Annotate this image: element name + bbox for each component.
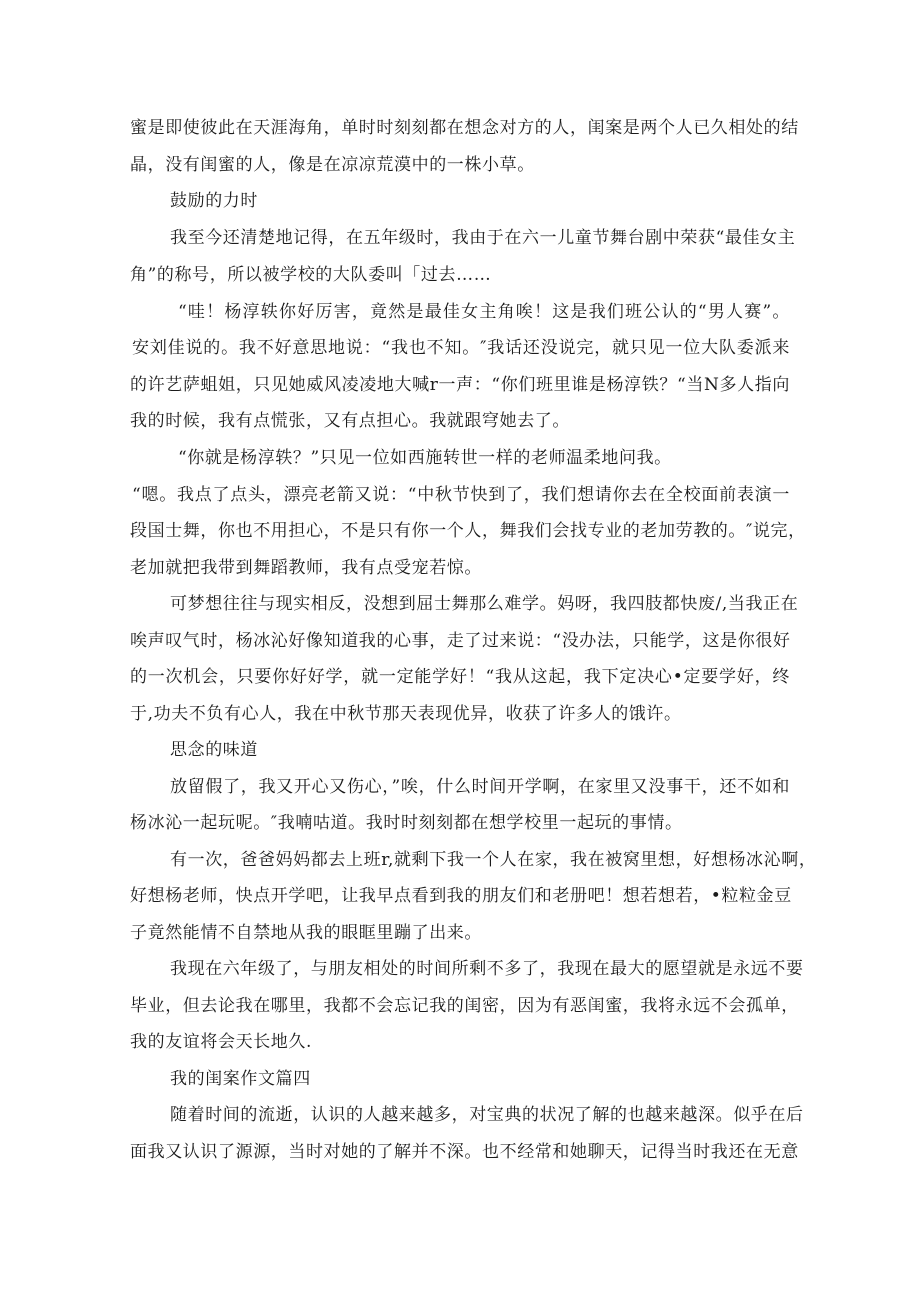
text-line: 我的时候，我有点慌张，又有点担心。我就跟穹她去了。 — [130, 411, 570, 431]
text-line: 的一次机会，只要你好好学，就一定能学好！“我从这起，我下定决心•定要学好，终 — [130, 667, 790, 687]
text-line: “嗯。我点了点头，漂亮老箭又说：“中秋节快到了，我们想请你去在全校面前表演一 — [132, 485, 790, 505]
text-line: 放留假了，我又开心又伤心，”唉，什么时间开学啊，在家里又没事干，还不如和 — [170, 777, 790, 797]
text-line: 老加就把我带到舞蹈教师，我有点受宠若惊。 — [130, 558, 482, 578]
text-line: 的许艺萨蛆姐，只见她威风凌凌地大喊r一声：“你们班里谁是杨淳铁？“当N多人指向 — [130, 375, 790, 395]
section-heading: 思念的味道 — [170, 740, 258, 760]
text-line: 于,功夫不负有心人，我在中秋节那天表现优异，收获了许多人的饿许。 — [130, 704, 682, 724]
text-line: “哇！杨淳轶你好厉害，竟然是最佳女主角唉！这是我们班公认的“男人赛”。 — [178, 302, 790, 322]
text-line: 子竟然能情不自禁地从我的眼眶里蹦了出来。 — [130, 923, 482, 943]
text-line: 有一次，爸爸妈妈都去上班r,就剩下我一个人在家，我在被窝里想，好想杨冰沁啊， — [170, 850, 817, 870]
text-line: 段国士舞，你也不用担心，不是只有你一个人，舞我们会找专业的老加劳教的。″说完， — [130, 521, 806, 541]
text-line: 可梦想往往与现实相反，没想到屈士舞那么难学。妈呀，我四肢都快废/,当我正在 — [170, 594, 799, 614]
text-line: 我现在六年级了，与朋友相处的时间所剩不多了，我现在最大的愿望就是永远不要 — [170, 959, 804, 979]
text-line: 好想杨老师，快点开学吧，让我早点看到我的朋友们和老册吧！想若想若，•粒粒金豆 — [130, 886, 792, 906]
text-line: 晶，没有闺蜜的人，像是在凉凉荒漠中的一株小草。 — [130, 155, 535, 175]
text-line: 角”的称号，所以被学校的大队委叫「过去…… — [130, 265, 492, 285]
text-line: 杨冰沁一起玩呢。″我喃咕道。我时时刻刻都在想学校里一起玩的事情。 — [130, 813, 683, 833]
text-line: 我至今还清楚地记得，在五年级时，我由于在六一儿童节舞台剧中荣获“最佳女主 — [170, 228, 796, 248]
section-heading: 我的闺案作文篇四 — [170, 1069, 311, 1089]
section-heading: 鼓励的力时 — [170, 191, 258, 211]
text-line: 安刘佳说的。我不好意思地说：“我也不知。″我话还没说完，就只见一位大队委派来 — [132, 338, 790, 358]
text-line: 我的友谊将会天长地久. — [130, 1032, 313, 1052]
text-line: 唉声叹气时，杨冰沁好像知道我的心事，走了过来说：“没办法，只能学，这是你很好 — [130, 631, 791, 651]
text-line: 面我又认识了源源，当时对她的了解并不深。也不经常和她聊天，记得当时我还在无意 — [130, 1142, 799, 1162]
text-line: “你就是杨淳轶？”只见一位如西施转世一样的老师温柔地问我。 — [178, 448, 672, 468]
text-line: 随着时间的流逝，认识的人越来越多，对宝典的状况了解的也越来越深。似乎在后 — [170, 1105, 804, 1125]
text-line: 蜜是即使彼此在天涯海角，单时时刻刻都在想念对方的人，闺案是两个人已久相处的结 — [130, 118, 799, 138]
text-line: 毕业，但去论我在哪里，我都不会忘记我的闺密，因为有恶闺蜜，我将永远不会孤单， — [130, 996, 799, 1016]
